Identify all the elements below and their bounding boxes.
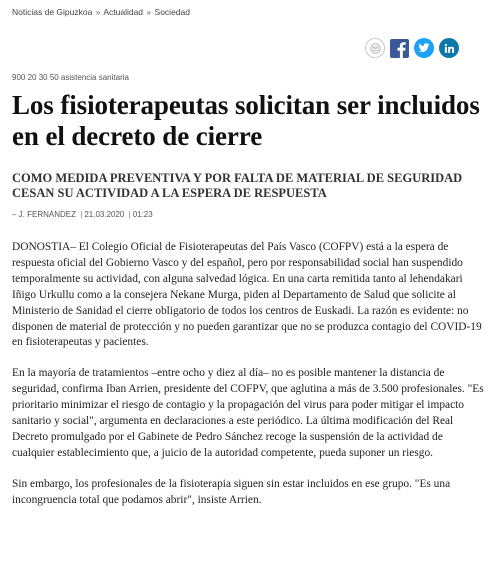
article-paragraph: En la mayoría de tratamientos –entre ocho y diez al día– no es posible mantener la distancia de seguridad, confirma Iban Arrien, presidente del COFPV, que aglutina a más de 3.500 profesionales. "Es prioritario minimizar el riesgo de contagio y la propagación del virus para poder mitigar el impacto sanitario y social", argumenta en declaraciones a este periódico. La última modificación del Real Decreto promulgado por el Gabinete de Pedro Sánchez recoge la suspensión de la actividad de cualquier establecimiento que, a juicio de la autoridad competente, pueda suponer un riesgo. — [12, 367, 484, 459]
byline-author: – J. FERNÁNDEZ — [12, 210, 77, 219]
article-paragraph: Sin embargo, los profesionales de la fisioterapia siguen sin estar incluidos en ese grupo. "Es una incongruencia total que podamos abrir", insiste Arrien. — [12, 477, 451, 506]
article-body — [12, 240, 484, 524]
share-bar — [365, 38, 459, 58]
breadcrumb-separator: » — [146, 7, 152, 17]
facebook-icon-glyph — [390, 39, 409, 58]
breadcrumb — [12, 7, 190, 17]
twitter-icon[interactable] — [414, 38, 434, 58]
linkedin-icon-glyph — [444, 43, 455, 54]
article-subtitle: COMO MEDIDA PREVENTIVA Y POR FALTA DE MATERIAL DE SEGURIDAD CESAN SU ACTIVIDAD A LA ESPERA DE RESPUESTA — [12, 171, 463, 200]
byline-separator: | — [128, 210, 131, 219]
article-title: Los fisioterapeutas solicitan ser incluidos en el decreto de cierre — [12, 90, 480, 151]
byline-time: 01:23 — [132, 210, 153, 219]
breadcrumb-item-sociedad[interactable]: Sociedad — [154, 7, 190, 17]
article-tag[interactable]: 900 20 30 50 asistencia sanitaria — [12, 73, 129, 82]
article-paragraph: DONOSTIA– El Colegio Oficial de Fisioterapeutas del País Vasco (COFPV) está a la espera de respuesta oficial del Gobierno Vasco y del español, pero por responsabilidad social han suspendido temporalmente su actividad, con alguna salvedad lógica. En una carta remitida tanto al lehendakari Iñigo Urkullu como a la consejera Nekane Murga, piden al Departamento de Salud que solicite al Ministerio de Sanidad el cierre obligatorio de todos los centros de Euskadi. La razón es evidente: no disponen de material de protección y no pueden garantizar que no se produzca contagio del COVID-19 en fisioterapeutas y pacientes. — [12, 241, 482, 349]
byline — [12, 210, 153, 219]
breadcrumb-separator: » — [95, 7, 101, 17]
byline-date: 21.03.2020 — [84, 210, 125, 219]
byline-separator: | — [80, 210, 83, 219]
twitter-icon-glyph — [418, 42, 430, 54]
facebook-icon[interactable] — [390, 39, 409, 58]
linkedin-icon[interactable] — [439, 38, 459, 58]
mail-icon-glyph — [370, 43, 381, 54]
breadcrumb-item-actualidad[interactable]: Actualidad — [103, 7, 144, 17]
mail-icon[interactable] — [365, 38, 385, 58]
breadcrumb-item-noticias-de-gipuzkoa[interactable]: Noticias de Gipuzkoa — [12, 7, 93, 17]
